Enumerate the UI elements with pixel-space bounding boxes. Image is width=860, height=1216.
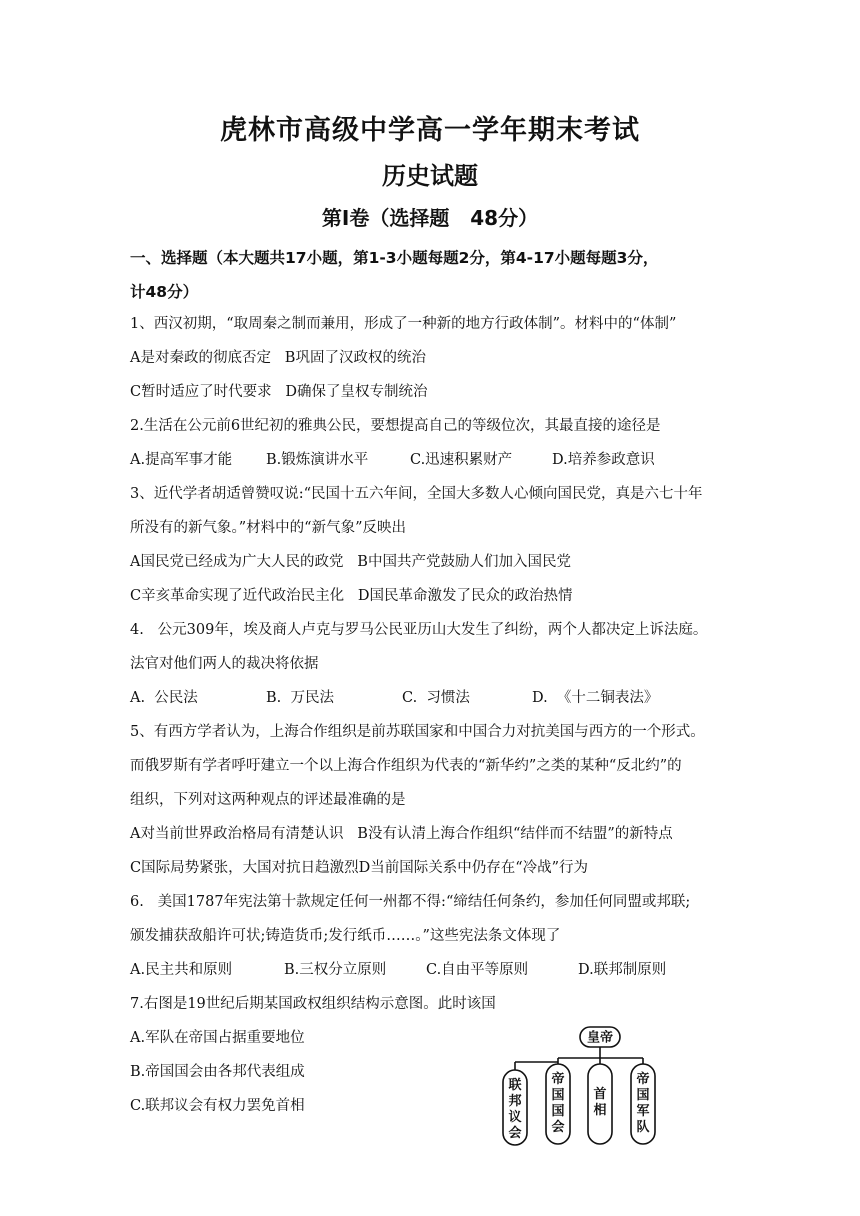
q3-options-ab: A国民党已经成为广大人民的政党 B中国共产党鼓励人们加入国民党 <box>130 554 571 570</box>
q5-options-cd: C国际局势紧张，大国对抗日趋激烈D当前国际关系中仍存在“冷战”行为 <box>130 860 589 876</box>
diagram-char: 邦 <box>508 1094 522 1109</box>
q5-stem-line2: 而俄罗斯有学者呼吁建立一个以上海合作组织为代表的“新华约”之类的某种“反北约”的 <box>130 758 682 774</box>
q7-option-a: A.军队在帝国占据重要地位 <box>130 1030 305 1046</box>
q6-stem-line1: 6. 美国1787年宪法第十款规定任何一州都不得:“缔结任何条约，参加任何同盟或邦联; <box>130 894 691 910</box>
q2-option-a: A.提高军事才能 <box>130 452 233 468</box>
q7-option-b: B.帝国国会由各邦代表组成 <box>130 1064 305 1080</box>
diagram-char: 联 <box>508 1078 522 1093</box>
exam-title: 虎林市高级中学高一学年期末考试 <box>220 115 640 146</box>
q4-option-a: A. 公民法 <box>130 690 198 706</box>
diagram-char: 相 <box>593 1103 607 1118</box>
q7-option-c: C.联邦议会有权力罢免首相 <box>130 1098 305 1114</box>
q5-options-ab: A对当前世界政治格局有清楚认识 B没有认清上海合作组织“结伴而不结盟”的新特点 <box>130 826 673 842</box>
diagram-char: 军 <box>636 1104 650 1119</box>
government-structure-diagram <box>498 1026 668 1148</box>
part-title: 第Ⅰ卷（选择题 48分） <box>321 206 539 230</box>
q2-stem: 2.生活在公元前6世纪初的雅典公民，要想提高自己的等级位次，其最直接的途径是 <box>130 418 661 434</box>
q3-stem-line1: 3、近代学者胡适曾赞叹说:“民国十五六年间，全国大多数人心倾向国民党，真是六七十年 <box>130 486 703 502</box>
diagram-top-label: 皇帝 <box>586 1030 614 1046</box>
q4-option-c: C. 习惯法 <box>402 690 470 706</box>
q4-option-b: B. 万民法 <box>266 690 334 706</box>
diagram-char: 国 <box>636 1088 650 1103</box>
q7-stem: 7.右图是19世纪后期某国政权组织结构示意图。此时该国 <box>130 996 496 1012</box>
q4-stem-line2: 法官对他们两人的裁决将依据 <box>130 656 319 672</box>
q5-stem-line3: 组织，下列对这两种观点的评述最准确的是 <box>130 792 406 808</box>
diagram-char: 议 <box>508 1110 522 1125</box>
diagram-char: 会 <box>551 1120 565 1135</box>
q3-options-cd: C辛亥革命实现了近代政治民主化 D国民革命激发了民众的政治热情 <box>130 588 573 604</box>
subject-title: 历史试题 <box>382 162 478 190</box>
q6-option-d: D.联邦制原则 <box>578 962 667 978</box>
q4-stem-line1: 4. 公元309年，埃及商人卢克与罗马公民亚历山大发生了纠纷，两个人都决定上诉法庭。 <box>130 622 708 638</box>
q1-stem: 1、西汉初期，“取周秦之制而兼用，形成了一种新的地方行政体制”。材料中的“体制” <box>130 316 677 332</box>
q2-option-c: C.迅速积累财产 <box>410 452 513 468</box>
diagram-char: 国 <box>551 1104 565 1119</box>
q2-option-b: B.锻炼演讲水平 <box>266 452 369 468</box>
diagram-char: 队 <box>636 1120 650 1135</box>
q6-option-c: C.自由平等原则 <box>426 962 529 978</box>
q2-option-d: D.培养参政意识 <box>552 452 655 468</box>
q3-stem-line2: 所没有的新气象。”材料中的“新气象”反映出 <box>130 520 406 536</box>
diagram-char: 帝 <box>636 1072 650 1087</box>
q6-option-a: A.民主共和原则 <box>130 962 233 978</box>
q6-option-b: B.三权分立原则 <box>284 962 387 978</box>
q5-stem-line1: 5、有西方学者认为，上海合作组织是前苏联国家和中国合力对抗美国与西方的一个形式。 <box>130 724 705 740</box>
q1-options-cd: C暂时适应了时代要求 D确保了皇权专制统治 <box>130 384 428 400</box>
diagram-char: 帝 <box>551 1072 565 1087</box>
diagram-char: 首 <box>593 1087 607 1102</box>
q1-options-ab: A是对秦政的彻底否定 B巩固了汉政权的统治 <box>130 350 426 366</box>
q6-stem-line2: 颁发捕获敌船许可状;铸造货币;发行纸币……。”这些宪法条文体现了 <box>130 928 561 944</box>
section-heading-line2: 计48分） <box>130 283 199 301</box>
q4-option-d: D. 《十二铜表法》 <box>532 690 659 706</box>
section-heading-line1: 一、选择题（本大题共17小题，第1-3小题每题2分，第4-17小题每题3分， <box>130 249 659 267</box>
diagram-char: 国 <box>551 1088 565 1103</box>
diagram-char: 会 <box>508 1126 522 1141</box>
